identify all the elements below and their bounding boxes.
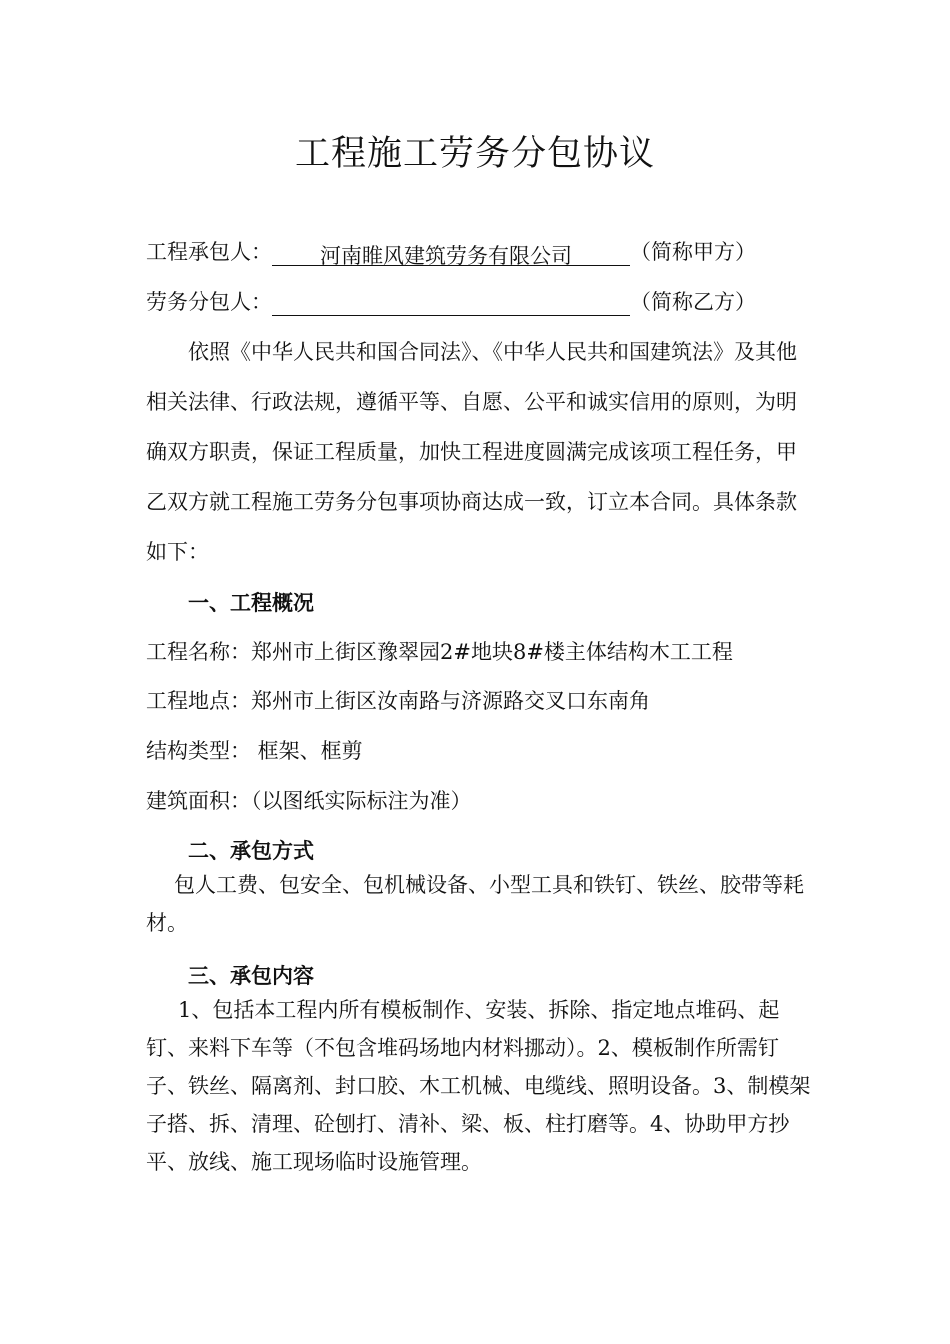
- subcontractor-blank: [272, 291, 630, 316]
- section1-heading: 一、工程概况: [188, 590, 314, 615]
- building-area: 建筑面积：（以图纸实际标注为准）: [146, 789, 472, 813]
- contractor-name: 河南睢风建筑劳务有限公司: [320, 244, 572, 268]
- section3-text: 1、包括本工程内所有模板制作、安装、拆除、指定地点堆码、起钉、来料下车等（不包含堆码场地内材料挪动）。2、模板制作所需钉子、铁丝、隔离剂、封口胶、木工机械、电缆线、照明设备。3、制模架子搭、拆、清理、砼刨打、清补、梁、板、柱打磨等。4、协助甲方抄平、放线、施工现场临时设施管理。: [146, 998, 811, 1174]
- section2-heading: 二、承包方式: [188, 838, 314, 863]
- subcontractor-line: [146, 286, 756, 316]
- project-location: 工程地点：郑州市上街区汝南路与济源路交叉口东南角: [146, 689, 650, 713]
- intro-paragraph: 依照《中华人民共和国合同法》、《中华人民共和国建筑法》及其他相关法律、行政法规，遵循平等、自愿、公平和诚实信用的原则，为明确双方职责，保证工程质量，加快工程进度圆满完成该项工程任务，甲乙双方就工程施工劳务分包事项协商达成一致，订立本合同。具体条款如下：: [146, 340, 797, 564]
- document-title: 工程施工劳务分包协议: [294, 134, 655, 174]
- section3-heading: 三、承包内容: [188, 963, 314, 988]
- subcontractor-label: 劳务分包人：: [146, 290, 272, 314]
- project-name: 工程名称：郑州市上街区豫翠园2#地块8#楼主体结构木工工程: [146, 640, 733, 664]
- contractor-suffix: （简称甲方）: [630, 240, 756, 264]
- subcontractor-suffix: （简称乙方）: [630, 290, 756, 314]
- contractor-label: 工程承包人：: [146, 240, 272, 264]
- structure-type: 结构类型： 框架、框剪: [146, 739, 363, 763]
- contractor-line: [146, 236, 756, 266]
- contractor-blank: [272, 241, 630, 266]
- section2-text: 包人工费、包安全、包机械设备、小型工具和铁钉、铁丝、胶带等耗材。: [146, 873, 804, 935]
